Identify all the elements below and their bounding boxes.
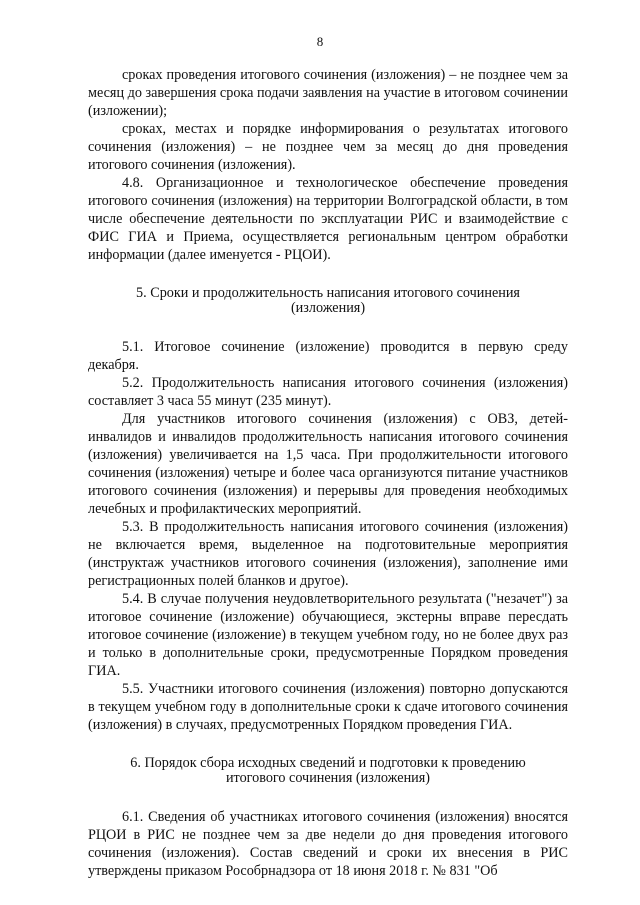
- section-6-heading: 6. Порядок сбора исходных сведений и подготовки к проведению итогового сочинения (изложения): [130, 755, 526, 786]
- paragraph: 4.8. Организационное и технологическое обеспечение проведения итогового сочинения (изложения) на территории Волгоградской области, в том числе обеспечение деятельности по эксплуатации РИС и взаимодействие с ФИС ГИА и Приема, осуществляется региональным центром обработки информации (далее именуется - РЦОИ).: [88, 175, 568, 263]
- paragraph: Для участников итогового сочинения (изложения) с ОВЗ, детей-инвалидов и инвалидов продолжительность написания итогового сочинения (изложения) увеличивается на 1,5 часа. При продолжительности итогового сочинения (изложения) четыре и более часа организуются питание участников итогового сочинения (изложения) и перерывы для проведения необходимых лечебных и профилактических мероприятий.: [88, 411, 568, 517]
- paragraph: 5.5. Участники итогового сочинения (изложения) повторно допускаются в текущем учебном году в дополнительные сроки к сдаче итогового сочинения (изложения) в случаях, предусмотренных Порядком проведения ГИА.: [88, 681, 568, 733]
- paragraph: сроках проведения итогового сочинения (изложения) – не позднее чем за месяц до завершения срока подачи заявления на участие в итоговом сочинении (изложении);: [88, 67, 568, 119]
- page-number: 8: [316, 34, 324, 49]
- document-body: [88, 66, 568, 880]
- section-5-heading: 5. Сроки и продолжительность написания итогового сочинения (изложения): [136, 285, 520, 316]
- paragraph: 5.3. В продолжительность написания итогового сочинения (изложения) не включается время, выделенное на подготовительные мероприятия (инструктаж участников итогового сочинения (изложения), заполнение ими регистрационных полей бланков и другое).: [88, 519, 568, 589]
- paragraph: сроках, местах и порядке информирования о результатах итогового сочинения (изложения) – не позднее чем за месяц до дня проведения итогового сочинения (изложения).: [88, 121, 568, 173]
- paragraph: 5.4. В случае получения неудовлетворительного результата ("незачет") за итоговое сочинение (изложение) обучающиеся, экстерны вправе пересдать итоговое сочинение (изложение) в текущем учебном году, но не более двух раз и только в дополнительные сроки, предусмотренные Порядком проведения ГИА.: [88, 591, 568, 679]
- paragraph: 5.1. Итоговое сочинение (изложение) проводится в первую среду декабря.: [88, 339, 568, 373]
- paragraph: 5.2. Продолжительность написания итогового сочинения (изложения) составляет 3 часа 55 минут (235 минут).: [88, 375, 568, 409]
- paragraph: 6.1. Сведения об участниках итогового сочинения (изложения) вносятся РЦОИ в РИС не позднее чем за две недели до дня проведения итогового сочинения (изложения). Состав сведений и сроки их внесения в РИС утверждены приказом Рособрнадзора от 18 июня 2018 г. № 831 "Об: [88, 809, 568, 879]
